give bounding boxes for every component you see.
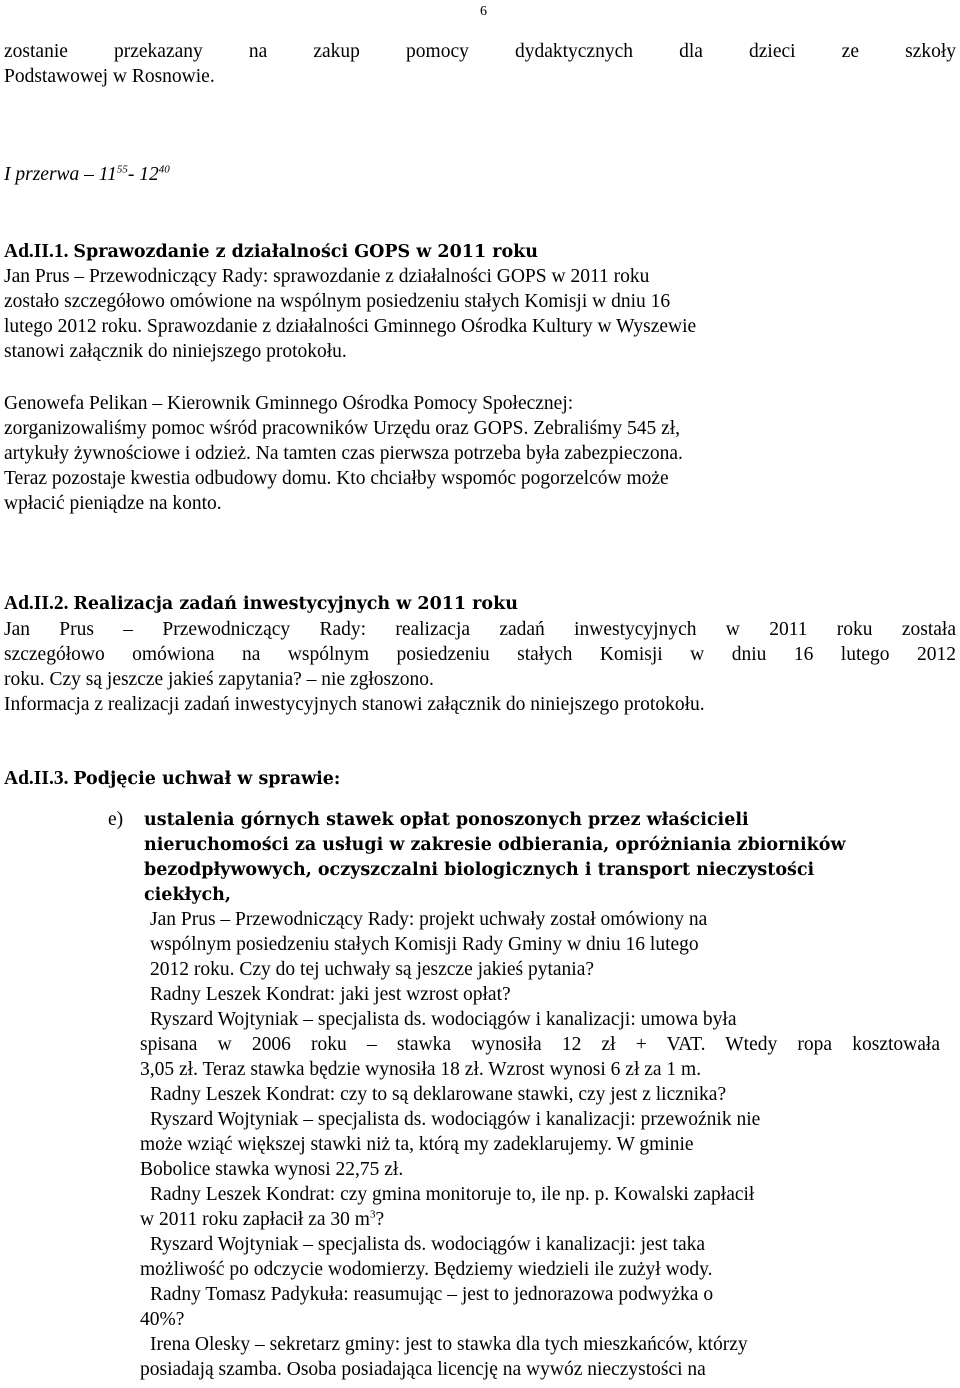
item-title-line: ustalenia górnych stawek opłat ponoszonych przez właścicieli (144, 810, 749, 830)
paragraph-line: Teraz pozostaje kwestia odbudowy domu. Kto chciałby wspomóc pogorzelców może (4, 468, 669, 489)
paragraph-line: spisana w 2006 roku – stawka wynosiła 12 zł + VAT. Wtedy ropa kosztowała (140, 1034, 940, 1055)
paragraph-line: zostało szczegółowo omówione na wspólnym posiedzeniu stałych Komisji w dniu 16 (4, 291, 671, 312)
paragraph-line: Radny Leszek Kondrat: jaki jest wzrost opłat? (150, 984, 511, 1005)
paragraph-line: zostanie przekazany na zakup pomocy dydaktycznych dla dzieci ze szkoły (4, 41, 956, 62)
item-title-line: bezodpływowych, oczyszczalni biologicznych i transport nieczystości (144, 860, 815, 880)
section-heading-1: Ad.II.1. Sprawozdanie z działalności GOPS w 2011 roku (4, 241, 538, 262)
paragraph-line: zorganizowaliśmy pomoc wśród pracowników Urzędu oraz GOPS. Zebraliśmy 545 zł, (4, 418, 681, 439)
paragraph-line: możliwość po odczycie wodomierzy. Będziemy wiedzieli ile zużył wody. (140, 1259, 713, 1280)
paragraph-line: 3,05 zł. Teraz stawka będzie wynosiła 18 zł. Wzrost wynosi 6 zł za 1 m. (140, 1059, 702, 1080)
paragraph-line: Ryszard Wojtyniak – specjalista ds. wodociągów i kanalizacji: umowa była (150, 1009, 737, 1030)
paragraph-line: posiadają szamba. Osoba posiadająca licencję na wywóz nieczystości na (140, 1359, 706, 1380)
paragraph-line: wspólnym posiedzeniu stałych Komisji Rady Gminy w dniu 16 lutego (150, 934, 699, 955)
paragraph-line: Bobolice stawka wynosi 22,75 zł. (140, 1159, 404, 1180)
paragraph-line: 2012 roku. Czy do tej uchwały są jeszcze jakieś pytania? (150, 959, 595, 980)
paragraph-line: roku. Czy są jeszcze jakieś zapytania? – nie zgłoszono. (4, 669, 434, 690)
break-line: I przerwa – $11^{55}-$ $12^{40}$ (4, 163, 170, 185)
section-heading-2: Ad.II.2. Realizacja zadań inwestycyjnych w 2011 roku (4, 593, 518, 614)
section-heading-3: Ad.II.3. Podjęcie uchwał w sprawie: (4, 768, 341, 789)
paragraph-line: Ryszard Wojtyniak – specjalista ds. wodociągów i kanalizacji: przewoźnik nie (150, 1109, 761, 1130)
paragraph-line: w 2011 roku zapłacił za 30 $m^3$? (140, 1208, 385, 1230)
paragraph-line: Informacja z realizacji zadań inwestycyjnych stanowi załącznik do niniejszego protokołu. (4, 694, 705, 715)
paragraph-line: może wziąć większej stawki niż ta, którą my zadeklarujemy. W gminie (140, 1134, 694, 1155)
paragraph-line: Podstawowej w Rosnowie. (4, 66, 215, 87)
paragraph-line: szczegółowo omówiona na wspólnym posiedzeniu stałych Komisji w dniu 16 lutego 2012 (4, 644, 956, 665)
page-number: 6 (480, 4, 487, 19)
paragraph-line: artykuły żywnościowe i odzież. Na tamten czas pierwsza potrzeba była zabezpieczona. (4, 443, 683, 464)
item-title-line: ciekłych, (144, 885, 231, 905)
paragraph-line: 40%? (140, 1309, 185, 1330)
paragraph-line: Ryszard Wojtyniak – specjalista ds. wodociągów i kanalizacji: jest taka (150, 1234, 706, 1255)
paragraph-line: Genowefa Pelikan – Kierownik Gminnego Ośrodka Pomocy Społecznej: (4, 393, 574, 414)
paragraph-line: stanowi załącznik do niniejszego protokołu. (4, 341, 347, 362)
paragraph-line: Radny Leszek Kondrat: czy to są deklarowane stawki, czy jest z licznika? (150, 1084, 727, 1105)
paragraph-line: wpłacić pieniądze na konto. (4, 493, 222, 514)
paragraph-line: Radny Tomasz Padykuła: reasumując – jest to jednorazowa podwyżka o (150, 1284, 714, 1305)
paragraph-line: Radny Leszek Kondrat: czy gmina monitoruje to, ile np. p. Kowalski zapłacił (150, 1184, 755, 1205)
list-item-label: e) (108, 809, 124, 830)
paragraph-line: Jan Prus – Przewodniczący Rady: projekt uchwały został omówiony na (150, 909, 708, 930)
item-title-line: nieruchomości za usługi w zakresie odbierania, opróżniania zbiorników (144, 835, 846, 855)
paragraph-line: Jan Prus – Przewodniczący Rady: realizacja zadań inwestycyjnych w 2011 roku została (4, 619, 956, 640)
paragraph-line: lutego 2012 roku. Sprawozdanie z działalności Gminnego Ośrodka Kultury w Wyszewie (4, 316, 697, 337)
paragraph-line: Jan Prus – Przewodniczący Rady: sprawozdanie z działalności GOPS w 2011 roku (4, 266, 650, 287)
paragraph-line: Irena Olesky – sekretarz gminy: jest to stawka dla tych mieszkańców, którzy (150, 1334, 748, 1355)
